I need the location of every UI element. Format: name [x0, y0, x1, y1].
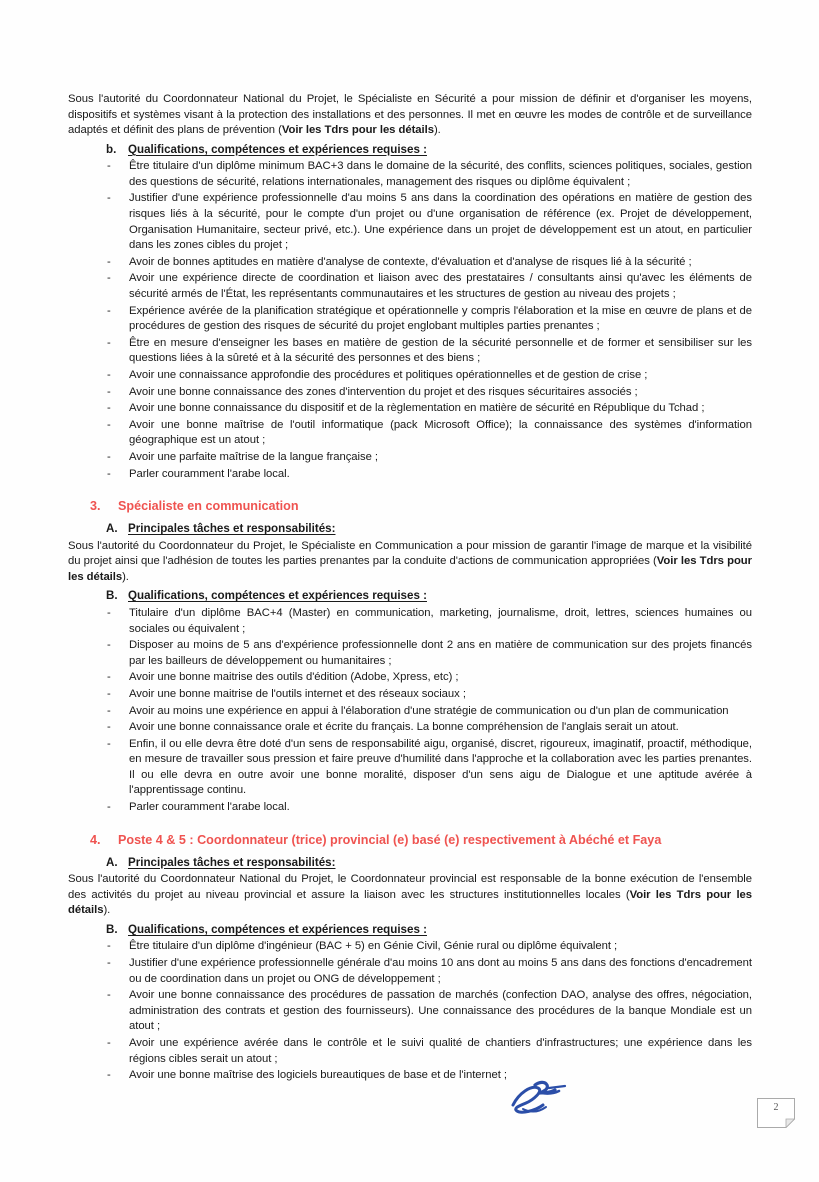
list-item	[68, 450, 752, 466]
dash-bullet-icon: -	[107, 1037, 111, 1049]
dash-bullet-icon: -	[107, 272, 111, 285]
list-item	[68, 191, 752, 253]
list-item	[68, 368, 752, 384]
dash-bullet-icon: -	[107, 467, 111, 480]
list-item	[68, 988, 752, 1035]
communication-tasks-heading	[68, 521, 752, 537]
list-item	[68, 638, 752, 669]
security-qualifications-list	[68, 159, 752, 482]
list-item	[68, 385, 752, 401]
list-item-text: Justifier d'une expérience professionnelle générale d'au moins 10 ans dont au moins 5 ans dans des fonctions d'encadrement ou de coordination dans un projet ou ONG de développement ;	[129, 957, 752, 985]
list-item-text: Être en mesure d'enseigner les bases en matière de gestion de la sécurité personnelle et de former et sensibiliser sur les questions liées à la sûreté et à la sécurité des personnes et des biens ;	[129, 336, 752, 365]
list-item-text: Parler couramment l'arabe local.	[129, 467, 290, 480]
dash-bullet-icon: -	[107, 989, 111, 1002]
handwritten-signature	[505, 1079, 575, 1121]
dash-bullet-icon: -	[107, 704, 111, 717]
list-item-text: Avoir une bonne maîtrise de l'outil informatique (pack Microsoft Office); la connaissance des systèmes d'information géographique est un atout ;	[129, 418, 752, 447]
communication-tasks-bold: Voir les Tdrs pour les détails	[68, 555, 753, 583]
communication-tasks-paragraph	[68, 539, 752, 586]
communication-tasks-tail: ).	[122, 570, 129, 583]
list-item-text: Justifier d'une expérience professionnelle d'au moins 5 ans dans la coordination des opérations en matière de gestion des risques liés à la sécurité, pour le compte d'un projet ou d'une organisation de référence (ex. Projet de développement, Organisation Humanitaire, secteur privé, etc.). Une expérience dans un projet de développement est un atout, en particulier dans les zones cibles du projet ;	[129, 192, 752, 252]
list-item	[68, 939, 752, 955]
list-item-text: Expérience avérée de la planification stratégique et opérationnelle y compris l'élaboration et la mise en œuvre de plans et de procédures de gestion des risques de sécurité du projet englobant multiples parties prenantes ;	[129, 304, 752, 333]
list-item-text: Titulaire d'un diplôme BAC+4 (Master) en communication, marketing, journalisme, droit, lettres, sciences humaines ou sociales ou équivalent ;	[129, 606, 752, 635]
coordinator-tasks-text: Sous l'autorité du Coordonnateur National du Projet, le Coordonnateur provincial est responsable de la bonne exécution de l'ensemble des activités du projet au niveau provincial et assure la liaison avec les structures institutionnelles locales (	[68, 873, 752, 901]
list-item	[68, 1068, 752, 1084]
coordinator-tasks-title: Principales tâches et responsabilités:	[128, 855, 336, 869]
communication-qualifications-heading	[68, 588, 752, 604]
dash-bullet-icon: -	[107, 402, 111, 415]
communication-qualifications-marker: B.	[106, 589, 118, 603]
security-intro-bold: Voir les Tdrs pour les détails	[281, 124, 434, 137]
coordinator-tasks-tail: ).	[103, 904, 111, 917]
dash-bullet-icon: -	[107, 671, 111, 684]
security-intro-tail: ).	[433, 124, 441, 137]
list-item-text: Avoir au moins une expérience en appui à l'élaboration d'une stratégie de communication ou d'un plan de communication	[129, 704, 729, 717]
security-qualifications-heading	[68, 142, 752, 158]
coordinator-tasks-heading	[68, 855, 752, 871]
list-item-text: Avoir une connaissance approfondie des procédures et politiques opérationnelles et de gestion de crise ;	[129, 369, 648, 381]
security-intro-text: Sous l'autorité du Coordonnateur National du Projet, le Spécialiste en Sécurité a pour mission de définir et d'organiser les moyens, dispositifs et systèmes visant à la protection des installations et des personnes. Il met en œuvre les modes de contrôle et de surveillance adaptés et définit des plans de prévention (	[68, 93, 752, 137]
dash-bullet-icon: -	[107, 385, 111, 398]
dash-bullet-icon: -	[107, 687, 111, 700]
security-qualifications-marker: b.	[106, 142, 117, 156]
dash-bullet-icon: -	[107, 304, 111, 317]
list-item	[68, 687, 752, 703]
section-title: Poste 4 & 5 : Coordonnateur (trice) provincial (e) basé (e) respectivement à Abéché et Faya	[118, 832, 662, 847]
dash-bullet-icon: -	[107, 606, 111, 619]
security-intro-paragraph	[68, 92, 752, 139]
dash-bullet-icon: -	[107, 450, 111, 463]
coordinator-qualifications-list	[68, 939, 752, 1083]
coordinator-tasks-marker: A.	[106, 855, 118, 869]
list-item-text: Avoir une bonne maitrise de l'outils internet et des réseaux sociaux ;	[129, 687, 466, 700]
dash-bullet-icon: -	[107, 1069, 111, 1082]
communication-qualifications-list	[68, 606, 752, 816]
page-number-value: 2	[773, 1102, 779, 1113]
list-item-text: Être titulaire d'un diplôme d'ingénieur (BAC + 5) en Génie Civil, Génie rural ou diplôme équivalent ;	[129, 940, 618, 953]
list-item-text: Avoir une bonne maîtrise des logiciels bureautiques de base et de l'internet ;	[129, 1069, 507, 1082]
section-number: 4.	[90, 832, 101, 847]
list-item	[68, 737, 752, 799]
list-item-text: Enfin, il ou elle devra être doté d'un sens de responsabilité aigu, organisé, discret, rigoureux, imaginatif, proactif, méthodique, en mesure de travailler sous pression et faire preuve d'humilité dans l'approche et la collaboration avec les parties prenantes. Il ou elle devra en outre avoir une bonne moralité, disposer d'un sens aigu de Dialogue et une aptitude avérée à l'apprentissage continu.	[129, 737, 752, 797]
coordinator-qualifications-title: Qualifications, compétences et expériences requises :	[128, 922, 427, 936]
coordinator-tasks-paragraph	[68, 872, 752, 919]
list-item	[68, 704, 752, 720]
communication-tasks-marker: A.	[106, 522, 118, 536]
list-item-text: Avoir une bonne connaissance orale et écrite du français. La bonne compréhension de l'anglais serait un atout.	[129, 721, 679, 734]
dash-bullet-icon: -	[107, 737, 111, 750]
list-item-text: Avoir une bonne connaissance du dispositif et de la règlementation en matière de sécurité en République du Tchad ;	[129, 402, 705, 415]
list-item-text: Avoir de bonnes aptitudes en matière d'analyse de contexte, d'évaluation et d'analyse de risques lié à la sécurité ;	[129, 255, 692, 268]
dash-bullet-icon: -	[107, 418, 111, 431]
communication-tasks-text: Sous l'autorité du Coordonnateur du Projet, le Spécialiste en Communication a pour mission de garantir l'image de marque et la visibilité du projet ainsi que l'adhésion de toutes les parties prenantes par la conduite d'actions de communication appropriées (	[68, 539, 752, 568]
list-item	[68, 304, 752, 335]
dash-bullet-icon: -	[107, 160, 111, 173]
page-number-box	[757, 1098, 795, 1128]
list-item	[68, 670, 752, 686]
list-item	[68, 720, 752, 736]
list-item	[68, 467, 752, 483]
list-item	[68, 1036, 752, 1067]
list-item-text: Avoir une parfaite maîtrise de la langue française ;	[129, 450, 379, 463]
list-item	[68, 336, 752, 367]
list-item	[68, 271, 752, 302]
list-item-text: Avoir une expérience directe de coordination et liaison avec des prestataires / consultants ainsi qu'avec les éléments de sécurité armés de l'État, les représentants communautaires et les structures de gestion au niveau des projets ;	[129, 272, 752, 301]
list-item-text: Parler couramment l'arabe local.	[129, 801, 290, 814]
dash-bullet-icon: -	[107, 255, 111, 268]
dash-bullet-icon: -	[107, 369, 111, 381]
dash-bullet-icon: -	[107, 801, 111, 814]
list-item	[68, 159, 752, 190]
list-item	[68, 401, 752, 417]
dash-bullet-icon: -	[107, 721, 111, 734]
section-heading-communication-specialist	[68, 498, 752, 515]
list-item	[68, 800, 752, 816]
list-item	[68, 956, 752, 987]
coordinator-tasks-bold: Voir les Tdrs pour les détails	[68, 888, 752, 917]
list-item-text: Avoir une bonne maitrise des outils d'édition (Adobe, Xpress, etc) ;	[129, 671, 459, 684]
dash-bullet-icon: -	[107, 957, 111, 970]
coordinator-qualifications-marker: B.	[106, 922, 118, 936]
document-content	[68, 92, 752, 1085]
list-item	[68, 418, 752, 449]
security-qualifications-title: Qualifications, compétences et expériences requises :	[128, 142, 427, 156]
section-title: Spécialiste en communication	[118, 499, 299, 514]
list-item	[68, 606, 752, 637]
dash-bullet-icon: -	[107, 639, 111, 652]
communication-tasks-title: Principales tâches et responsabilités:	[128, 522, 336, 536]
list-item-text: Avoir une expérience avérée dans le contrôle et le suivi qualité de chantiers d'infrastructures; une expérience dans les régions cibles serait un atout ;	[129, 1037, 752, 1065]
coordinator-qualifications-heading	[68, 922, 752, 938]
list-item-text: Disposer au moins de 5 ans d'expérience professionnelle dont 2 ans en matière de communication sur des projets financés par les bailleurs de développement ou humanitaires ;	[129, 639, 752, 667]
list-item	[68, 255, 752, 271]
dash-bullet-icon: -	[107, 192, 111, 205]
dash-bullet-icon: -	[107, 940, 111, 953]
list-item-text: Être titulaire d'un diplôme minimum BAC+3 dans le domaine de la sécurité, des conflits, sciences politiques, sociales, gestion des questions de sécurité, relations internationales, management des risques ou diplôme équivalent ;	[129, 160, 752, 188]
communication-qualifications-title: Qualifications, compétences et expériences requises :	[128, 589, 427, 603]
section-heading-provincial-coordinator	[68, 832, 752, 849]
section-number: 3.	[90, 499, 101, 514]
list-item-text: Avoir une bonne connaissance des zones d'intervention du projet et des risques sécuritaires associés ;	[129, 385, 638, 398]
dash-bullet-icon: -	[107, 336, 111, 349]
list-item-text: Avoir une bonne connaissance des procédures de passation de marchés (confection DAO, analyse des offres, négociation, administration des contrats et gestion des fournisseurs). Une connaissance des procédures de la banque Mondiale est un atout ;	[129, 989, 752, 1033]
